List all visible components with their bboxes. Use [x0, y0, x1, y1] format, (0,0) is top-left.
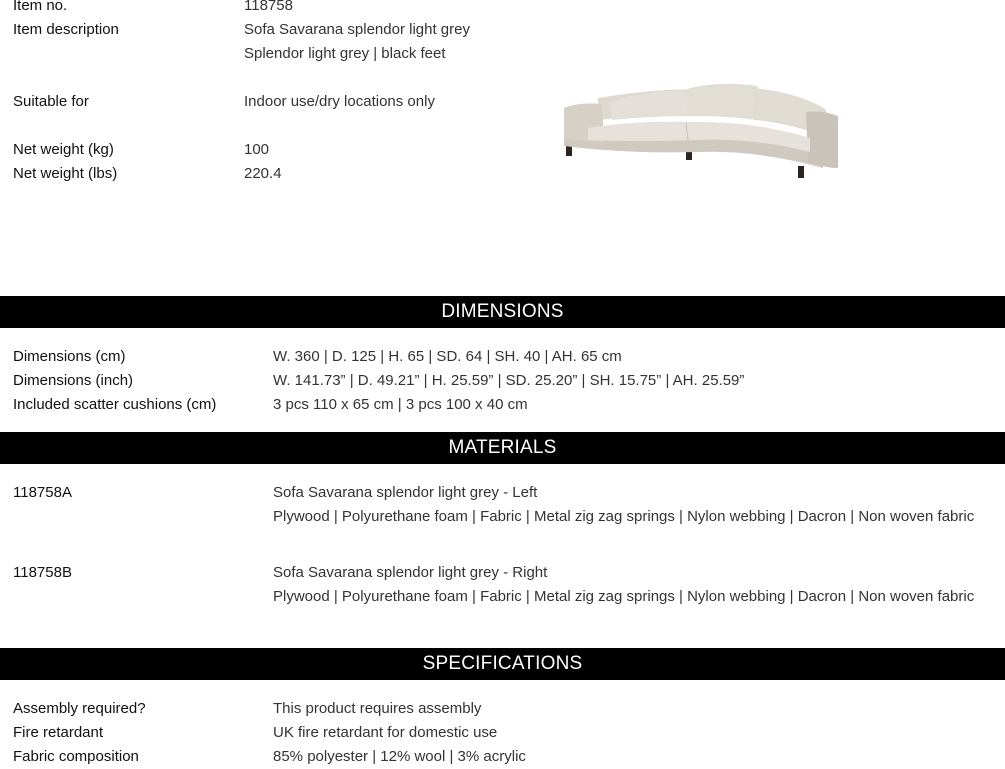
sofa-foot [798, 166, 804, 178]
material-name: Sofa Savarana splendor light grey - Right [273, 564, 548, 581]
fabric-composition-value: 85% polyester | 12% wool | 3% acrylic [273, 748, 526, 765]
material-name: Sofa Savarana splendor light grey - Left [273, 484, 538, 501]
dimensions-inch-value: W. 141.73” | D. 49.21” | H. 25.59” | SD. 25.20” | SH. 15.75” | AH. 25.59” [273, 372, 745, 389]
assembly-label: Assembly required? [13, 700, 146, 717]
item-description-detail: Splendor light grey | black feet [244, 45, 446, 62]
scatter-cushions-label: Included scatter cushions (cm) [13, 396, 217, 413]
product-image-sofa [558, 76, 843, 182]
back-cushion [683, 84, 758, 120]
sofa-right-arm [806, 112, 838, 169]
net-weight-kg-value: 100 [244, 141, 270, 158]
materials-header: MATERIALS [0, 432, 1005, 464]
fire-retardant-value: UK fire retardant for domestic use [273, 724, 498, 741]
material-code: 118758A [13, 484, 72, 501]
item-description-label: Item description [13, 21, 119, 38]
suitable-for-value: Indoor use/dry locations only [244, 93, 435, 110]
dimensions-cm-value: W. 360 | D. 125 | H. 65 | SD. 64 | SH. 40 | AH. 65 cm [273, 348, 622, 365]
net-weight-lbs-label: Net weight (lbs) [13, 165, 118, 182]
dimensions-inch-label: Dimensions (inch) [13, 372, 134, 389]
item-description-value: Sofa Savarana splendor light grey [244, 21, 470, 38]
material-composition: Plywood | Polyurethane foam | Fabric | Metal zig zag springs | Nylon webbing | Dacron | Non woven fabric [273, 588, 975, 605]
item-no-value: 118758 [244, 0, 293, 14]
material-code: 118758B [13, 564, 72, 581]
net-weight-kg-label: Net weight (kg) [13, 141, 114, 158]
assembly-value: This product requires assembly [273, 700, 482, 717]
specifications-header: SPECIFICATIONS [0, 648, 1005, 680]
fire-retardant-label: Fire retardant [13, 724, 104, 741]
net-weight-lbs-value: 220.4 [244, 165, 282, 182]
suitable-for-label: Suitable for [13, 93, 89, 110]
material-composition: Plywood | Polyurethane foam | Fabric | Metal zig zag springs | Nylon webbing | Dacron | Non woven fabric [273, 508, 975, 525]
fabric-composition-label: Fabric composition [13, 748, 139, 765]
item-no-label: Item no. [13, 0, 68, 14]
dimensions-header: DIMENSIONS [0, 296, 1005, 328]
dimensions-cm-label: Dimensions (cm) [13, 348, 126, 365]
scatter-cushions-value: 3 pcs 110 x 65 cm | 3 pcs 100 x 40 cm [273, 396, 528, 413]
